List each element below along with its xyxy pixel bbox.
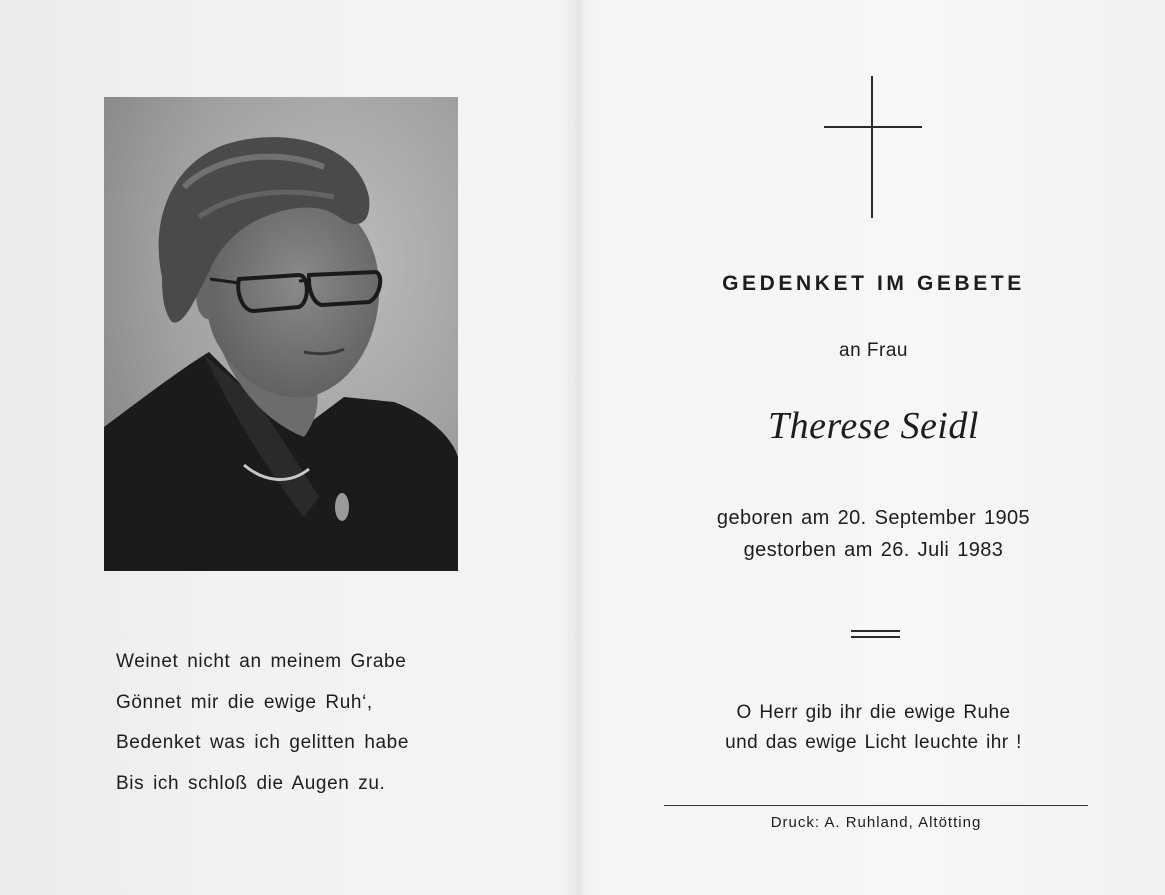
footer-rule: [664, 805, 1088, 806]
death-date: gestorben am 26. Juli 1983: [743, 539, 1004, 561]
poem-line: Bedenket was ich gelitten habe: [116, 732, 410, 753]
salutation: an Frau: [839, 340, 908, 361]
birth-date: geboren am 20. September 1905: [716, 507, 1031, 529]
poem-line: Bis ich schloß die Augen zu.: [116, 772, 386, 794]
printer-credit: Druck: A. Ruhland, Altötting: [770, 814, 982, 831]
portrait-photo: [104, 97, 458, 571]
poem: [116, 648, 536, 810]
poem-line: Weinet nicht an meinem Grabe: [116, 651, 407, 672]
portrait-illustration: [104, 97, 458, 571]
heading: GEDENKET IM GEBETE: [722, 272, 1025, 295]
cross-horizontal-bar: [824, 126, 922, 128]
prayer-line: und das ewige Licht leuchte ihr !: [725, 732, 1022, 753]
dash-line: [851, 630, 900, 632]
cross-vertical-bar: [871, 76, 873, 218]
prayer-line: O Herr gib ihr die ewige Ruhe: [736, 702, 1011, 723]
dash-line: [851, 636, 900, 638]
card-fold: [574, 0, 584, 895]
deceased-name: Therese Seidl: [768, 405, 979, 447]
poem-line: Gönnet mir die ewige Ruh‘,: [116, 691, 373, 713]
